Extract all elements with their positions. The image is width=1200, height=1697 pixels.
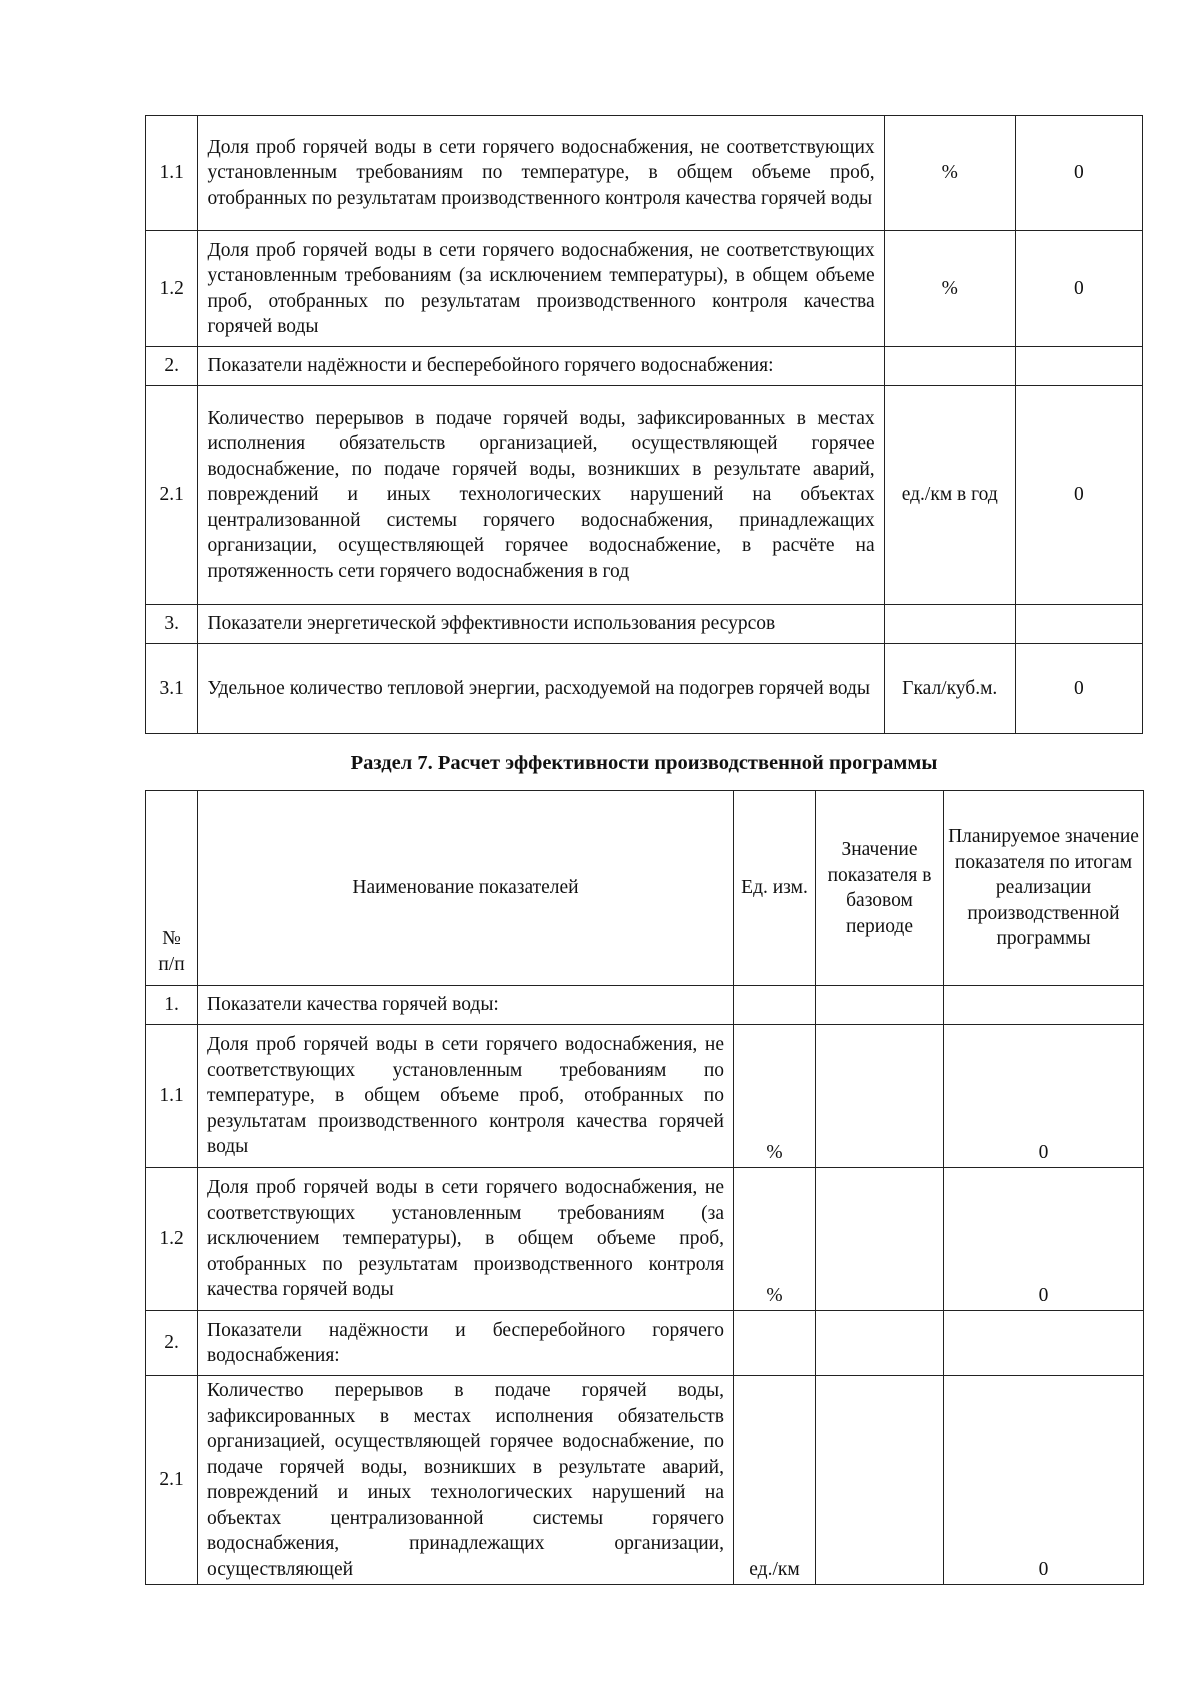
value-cell xyxy=(1015,605,1142,644)
table-row xyxy=(146,347,1143,386)
unit-cell: % xyxy=(884,231,1015,347)
section-title: Раздел 7. Расчет эффективности производственной программы xyxy=(350,752,938,774)
indicator-name: Доля проб горячей воды в сети горячего водоснабжения, не соответствующих установленным требованиям (за исключением температуры), в общем объеме проб, отобранных по результатам производственного контроля качества горячей воды xyxy=(198,231,884,347)
value-cell xyxy=(1015,347,1142,386)
planned-value-cell xyxy=(944,1311,1144,1376)
indicator-name: Доля проб горячей воды в сети горячего водоснабжения, не соответствующих установленным требованиям по температуре, в общем объеме проб, отобранных по результатам производственного контроля качества горячей воды xyxy=(198,1025,734,1168)
unit-cell xyxy=(884,605,1015,644)
row-number: 1.2 xyxy=(146,231,198,347)
table-row xyxy=(146,644,1143,734)
base-value-cell xyxy=(816,986,944,1025)
unit-cell xyxy=(884,347,1015,386)
indicator-name: Доля проб горячей воды в сети горячего водоснабжения, не соответствующих установленным требованиям по температуре, в общем объеме проб, отобранных по результатам производственного контроля качества горячей воды xyxy=(198,116,884,231)
value-cell: 0 xyxy=(1015,644,1142,734)
header-planned: Планируемое значение показателя по итогам реализации производственной программы xyxy=(944,791,1144,986)
unit-cell xyxy=(734,1311,816,1376)
base-value-cell xyxy=(816,1311,944,1376)
planned-value-cell: 0 xyxy=(944,1168,1144,1311)
unit-cell: Гкал/куб.м. xyxy=(884,644,1015,734)
indicators-table-continued xyxy=(145,115,1143,734)
header-num: № п/п xyxy=(146,791,198,986)
indicator-name: Доля проб горячей воды в сети горячего водоснабжения, не соответствующих установленным требованиям (за исключением температуры), в общем объеме проб, отобранных по результатам производственного контроля качества горячей воды xyxy=(198,1168,734,1311)
row-number: 3.1 xyxy=(146,644,198,734)
table-row xyxy=(146,231,1143,347)
indicator-name: Показатели надёжности и бесперебойного горячего водоснабжения: xyxy=(198,1311,734,1376)
value-cell: 0 xyxy=(1015,116,1142,231)
table-row xyxy=(146,1376,1144,1585)
indicator-name: Удельное количество тепловой энергии, расходуемой на подогрев горячей воды xyxy=(198,644,884,734)
indicator-name: Показатели надёжности и бесперебойного горячего водоснабжения: xyxy=(198,347,884,386)
row-number: 1.1 xyxy=(146,1025,198,1168)
unit-cell: % xyxy=(734,1168,816,1311)
row-number: 2. xyxy=(146,347,198,386)
header-name: Наименование показателей xyxy=(198,791,734,986)
indicator-name: Количество перерывов в подаче горячей воды, зафиксированных в местах исполнения обязательств организацией, осуществляющей горячее водоснабжение, по подаче горячей воды, возникших в результате аварий, повреждений и иных технологических нарушений на объектах централизованной системы горячего водоснабжения, принадлежащих организации, осуществляющей горячее водоснабжение, в расчёте на протяженность сети горячего водоснабжения в год xyxy=(198,386,884,605)
header-unit: Ед. изм. xyxy=(734,791,816,986)
table-row xyxy=(146,605,1143,644)
unit-cell: ед./км в год xyxy=(884,386,1015,605)
row-number: 2. xyxy=(146,1311,198,1376)
table-row xyxy=(146,386,1143,605)
planned-value-cell xyxy=(944,986,1144,1025)
row-number: 2.1 xyxy=(146,1376,198,1585)
row-number: 3. xyxy=(146,605,198,644)
table-row xyxy=(146,986,1144,1025)
unit-cell: % xyxy=(884,116,1015,231)
table-header-row xyxy=(146,791,1144,986)
table-row xyxy=(146,1168,1144,1311)
base-value-cell xyxy=(816,1025,944,1168)
row-number: 2.1 xyxy=(146,386,198,605)
row-number: 1.1 xyxy=(146,116,198,231)
indicator-name: Показатели энергетической эффективности использования ресурсов xyxy=(198,605,884,644)
base-value-cell xyxy=(816,1376,944,1585)
base-value-cell xyxy=(816,1168,944,1311)
value-cell: 0 xyxy=(1015,386,1142,605)
value-cell: 0 xyxy=(1015,231,1142,347)
efficiency-table xyxy=(145,790,1144,1585)
planned-value-cell: 0 xyxy=(944,1376,1144,1585)
table-row xyxy=(146,1025,1144,1168)
unit-cell: % xyxy=(734,1025,816,1168)
indicator-name: Показатели качества горячей воды: xyxy=(198,986,734,1025)
table-row xyxy=(146,116,1143,231)
unit-cell xyxy=(734,986,816,1025)
indicator-name: Количество перерывов в подаче горячей воды, зафиксированных в местах исполнения обязательств организацией, осуществляющей горячее водоснабжение, по подаче горячей воды, возникших в результате аварий, повреждений и иных технологических нарушений на объектах централизованной системы горячего водоснабжения, принадлежащих организации, осуществляющей xyxy=(198,1376,734,1585)
table-row xyxy=(146,1311,1144,1376)
row-number: 1.2 xyxy=(146,1168,198,1311)
planned-value-cell: 0 xyxy=(944,1025,1144,1168)
row-number: 1. xyxy=(146,986,198,1025)
unit-cell: ед./км xyxy=(734,1376,816,1585)
header-base: Значение показателя в базовом периоде xyxy=(816,791,944,986)
